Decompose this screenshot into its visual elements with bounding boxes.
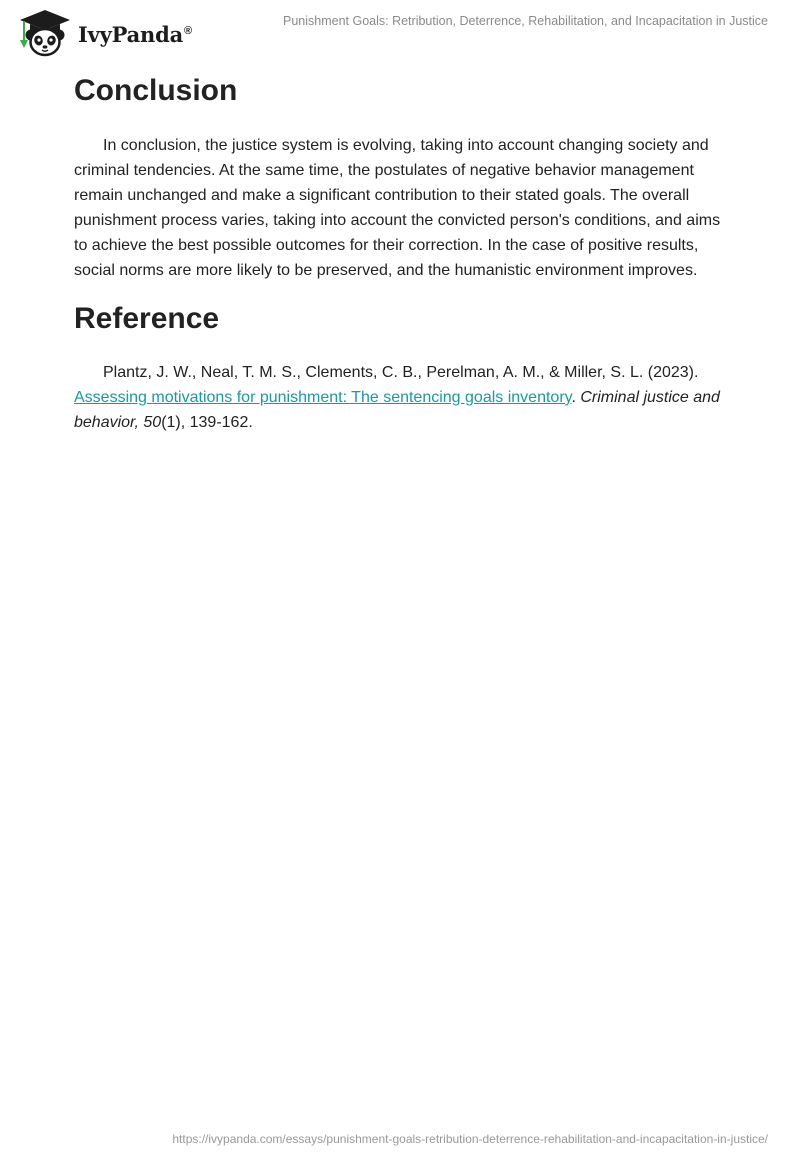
document-title: Punishment Goals: Retribution, Deterrence, Rehabilitation, and Incapacitation in Justice — [283, 14, 768, 28]
reference-citation — [74, 360, 726, 435]
citation-journal-name: Criminal justice and behavior, — [74, 389, 720, 431]
brand-name-text: IvyPanda — [78, 21, 184, 47]
footer-url: https://ivypanda.com/essays/punishment-goals-retribution-deterrence-rehabilitation-and-incapacitation-in-justice/ — [172, 1132, 768, 1146]
citation-issue-pages: (1), 139-162. — [161, 414, 253, 431]
conclusion-paragraph: In conclusion, the justice system is evolving, taking into account changing society and criminal tendencies. At the same time, the postulates of negative behavior management remain unchanged and make a significant contribution to their stated goals. The overall punishment process varies, taking into account the convicted person's conditions, and aims to achieve the best possible outcomes for their correction. In the case of positive results, social norms are more likely to be preserved, and the humanistic environment improves. — [74, 137, 721, 279]
conclusion-heading: Conclusion — [74, 74, 238, 107]
reference-heading: Reference — [74, 302, 220, 335]
panda-graduation-cap-icon — [16, 8, 74, 58]
citation-volume: 50 — [143, 414, 162, 431]
citation-authors: Plantz, J. W., Neal, T. M. S., Clements, C. B., Perelman, A. M., & Miller, S. L. (2023). — [103, 364, 699, 381]
brand-logo[interactable] — [16, 8, 192, 58]
registered-mark: ® — [184, 24, 192, 37]
page-header — [0, 0, 800, 64]
citation-after-link: . — [571, 389, 581, 406]
brand-name — [78, 22, 192, 47]
essay-content — [74, 70, 726, 435]
citation-link[interactable]: Assessing motivations for punishment: The sentencing goals inventory — [74, 389, 572, 406]
